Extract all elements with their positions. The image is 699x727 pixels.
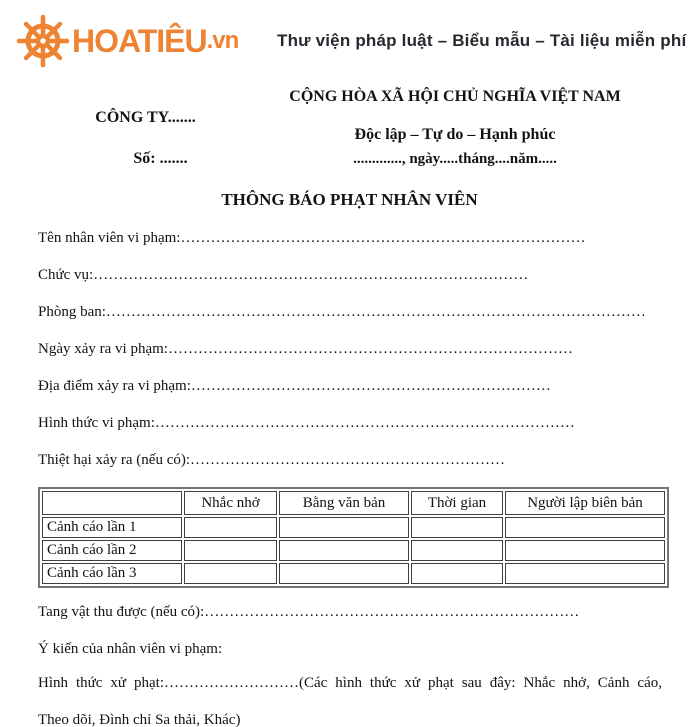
table-cell-empty: [184, 563, 277, 584]
footer-fields: [38, 601, 662, 727]
table-row: [42, 517, 665, 538]
field-evidence: Tang vật thu được (nếu có):…………………………………………………………………: [38, 604, 580, 620]
table-cell-empty: [279, 540, 409, 561]
form-fields: [38, 227, 662, 486]
warning-table-wrap: [38, 487, 669, 588]
table-row: [42, 540, 665, 561]
dotted-line: ………………………: [164, 675, 299, 691]
table-cell-empty: [279, 563, 409, 584]
dotted-line: …………………………………………………………………………: [154, 415, 575, 431]
dotted-line: …………………………………………………………………: [204, 604, 580, 620]
date-place-line: ............., ngày.....tháng....năm.....: [353, 151, 557, 167]
company-line: CÔNG TY.......: [95, 109, 196, 126]
dotted-line: ………………………………………………………………………………………………: [105, 304, 646, 320]
table-cell-empty: [279, 517, 409, 538]
dotted-line: ………………………………………………………………………: [180, 230, 586, 246]
table-cell-empty: [505, 517, 665, 538]
field-violation-date: Ngày xảy ra vi phạm:………………………………………………………………………: [38, 341, 573, 357]
table-header-empty: [42, 491, 182, 515]
field-penalty-type: Hình thức xử phạt:………………………(Các hình thức xử phạt sau đây: Nhắc nhở, Cảnh cáo,: [38, 675, 662, 691]
table-row: [42, 563, 665, 584]
field-penalty-type-continued: Theo dõi, Đình chỉ Sa thải, Khác): [38, 712, 241, 727]
table-cell-empty: [411, 540, 503, 561]
field-violation-place: Địa điểm xảy ra vi phạm:………………………………………………………………: [38, 378, 551, 394]
table-row-label: Cảnh cáo lần 3: [42, 563, 182, 584]
table-row-label: Cảnh cáo lần 2: [42, 540, 182, 561]
national-title: CỘNG HÒA XÃ HỘI CHỦ NGHĨA VIỆT NAM: [289, 88, 621, 105]
field-department: Phòng ban:………………………………………………………………………………………………: [38, 304, 646, 320]
dotted-line: ………………………………………………………………………: [167, 341, 573, 357]
table-header-row: [42, 491, 665, 515]
dotted-line: ………………………………………………………: [190, 452, 506, 468]
table-header-reminder: Nhắc nhở: [184, 491, 277, 515]
field-violation-type: Hình thức vi phạm:…………………………………………………………………………: [38, 415, 575, 431]
warning-table: [38, 487, 669, 588]
document-number-line: Số: .......: [133, 150, 188, 167]
national-motto: Độc lập – Tự do – Hạnh phúc: [354, 126, 556, 143]
brand-logo[interactable]: [14, 12, 238, 70]
field-employee-opinion: Ý kiến của nhân viên vi phạm:: [38, 641, 223, 657]
dotted-line: ……………………………………………………………………………: [93, 267, 529, 283]
table-cell-empty: [184, 517, 277, 538]
field-position: Chức vụ:……………………………………………………………………………: [38, 267, 529, 283]
table-cell-empty: [505, 563, 665, 584]
field-employee-name: Tên nhân viên vi phạm:………………………………………………………………………: [38, 230, 586, 246]
ship-wheel-icon: [14, 12, 72, 70]
table-row-label: Cảnh cáo lần 1: [42, 517, 182, 538]
brand-logo-suffix: .vn: [206, 27, 239, 54]
table-cell-empty: [411, 563, 503, 584]
table-header-recorder: Người lập biên bản: [505, 491, 665, 515]
table-cell-empty: [411, 517, 503, 538]
table-cell-empty: [505, 540, 665, 561]
document-title: THÔNG BÁO PHẠT NHÂN VIÊN: [221, 190, 478, 209]
brand-logo-text: HOATIÊU: [72, 23, 207, 59]
table-header-time: Thời gian: [411, 491, 503, 515]
table-header-written: Bằng văn bản: [279, 491, 409, 515]
dotted-line: ………………………………………………………………: [190, 378, 551, 394]
table-cell-empty: [184, 540, 277, 561]
brand-tagline: Thư viện pháp luật – Biểu mẫu – Tài liệu miễn phí: [277, 31, 687, 50]
field-damage: Thiệt hại xảy ra (nếu có):………………………………………………………: [38, 452, 506, 468]
